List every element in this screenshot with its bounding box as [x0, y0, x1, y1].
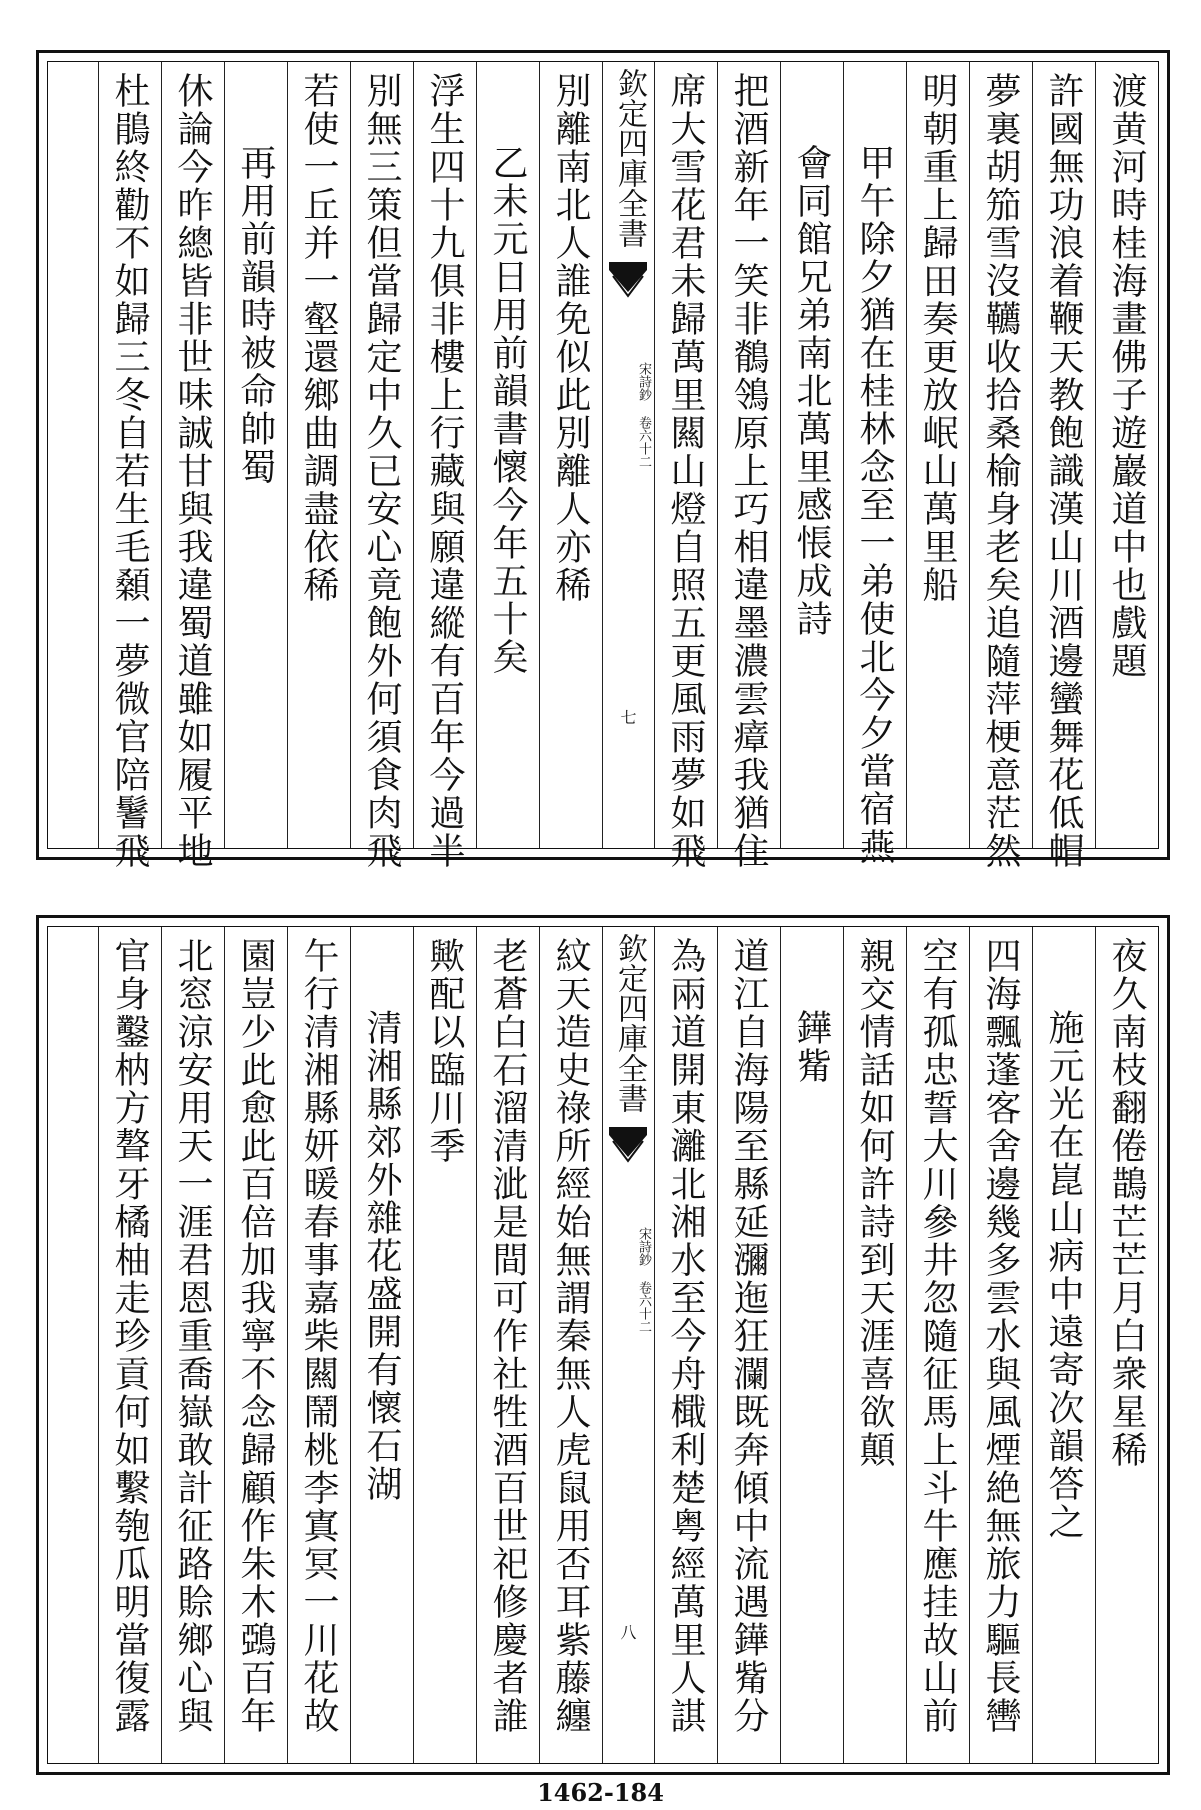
text-column [413, 62, 476, 870]
top-page-columns [48, 62, 1158, 870]
text-column [98, 62, 161, 870]
text-column [287, 927, 350, 1763]
text-column [969, 927, 1032, 1763]
column-text: 若使一丘并一壑還鄉曲調盡依稀 [298, 72, 339, 604]
text-column [906, 62, 969, 848]
column-text: 清湘縣郊外雜花盛開有懷石湖 [361, 1009, 402, 1503]
column-text: 休論今昨總皆非世味誠甘與我違蜀道雖如履平地 [172, 72, 213, 870]
column-text: 歟配以臨川季 [424, 937, 465, 1165]
column-text: 紋天造史祿所經始無謂秦無人虎鼠用否耳紫藤纏 [550, 937, 591, 1735]
text-column [780, 62, 843, 848]
folio-number: 七 [620, 708, 637, 727]
text-column [539, 62, 602, 848]
column-text: 會同館兄弟南北萬里感悵成詩 [791, 144, 832, 638]
column-text: 親交情話如何許詩到天涯喜欲顛 [854, 937, 895, 1469]
column-text: 鏵觜 [791, 1009, 832, 1085]
column-text: 許國無功浪着鞭天教飽識漢山川酒邊蠻舞花低帽 [1043, 72, 1084, 870]
text-column [98, 927, 161, 1763]
folio-number: 八 [620, 1623, 637, 1642]
column-text: 夜久南枝翻倦鵲芒芒月白衆星稀 [1106, 937, 1147, 1469]
text-column [224, 62, 287, 848]
text-column [906, 927, 969, 1763]
text-column [350, 62, 413, 870]
fishtail-mark-icon [609, 1127, 647, 1163]
text-column [476, 62, 539, 848]
text-column [287, 62, 350, 848]
text-column [843, 927, 906, 1763]
volume-label: 宋詩鈔 卷六十二 [636, 362, 651, 468]
text-column [654, 62, 717, 870]
text-column [654, 927, 717, 1763]
text-column [1095, 927, 1158, 1763]
center-gutter [602, 62, 654, 848]
text-column [717, 62, 780, 870]
column-text: 四海飄蓬客舍邊幾多雲水與風煙絶無旅力驅長轡 [980, 937, 1021, 1735]
text-column [539, 927, 602, 1763]
column-text: 明朝重上歸田奏更放岷山萬里船 [917, 72, 958, 604]
text-column [1032, 927, 1095, 1763]
column-text: 席大雪花君未歸萬里闗山燈自照五更風雨夢如飛 [665, 72, 706, 870]
text-column [1032, 62, 1095, 870]
page-number-footer: 1462-184 [537, 1778, 664, 1807]
column-text: 甲午除夕猶在桂林念至一弟使北今夕當宿燕 [854, 144, 895, 866]
column-text: 再用前韻時被命帥蜀 [235, 144, 276, 486]
text-column [413, 927, 476, 1763]
text-column [843, 62, 906, 866]
column-text: 別離南北人誰免似此別離人亦稀 [550, 72, 591, 604]
text-column [350, 927, 413, 1763]
column-text: 浮生四十九俱非樓上行藏與願違縱有百年今過半 [424, 72, 465, 870]
text-column [161, 927, 224, 1763]
center-gutter [602, 927, 654, 1763]
text-column [1095, 62, 1158, 848]
column-text: 老蒼白石溜清泚是間可作社牲酒百世祀修慶者誰 [487, 937, 528, 1735]
book-title: 欽定四庫全書 [612, 68, 647, 248]
volume-label: 宋詩鈔 卷六十二 [636, 1227, 651, 1333]
column-text: 午行清湘縣妍暖春事嘉柴闗鬧桃李寘冥一川花故 [298, 937, 339, 1735]
column-text: 渡黄河時桂海畫佛子遊巖道中也戲題 [1106, 72, 1147, 680]
column-text: 官身鑿枘方聱牙橘柚走珍貢何如繫匏瓜明當復露 [109, 937, 150, 1735]
text-column [161, 62, 224, 870]
column-text: 為兩道開東灕北湘水至今舟檝利楚粤經萬里人諆 [665, 937, 706, 1735]
column-text: 別無三策但當歸定中久已安心竟飽外何須食肉飛 [361, 72, 402, 870]
text-column [476, 927, 539, 1763]
book-title: 欽定四庫全書 [612, 933, 647, 1113]
text-column [969, 62, 1032, 870]
top-page-frame [47, 61, 1159, 870]
column-text: 道江自海陽至縣延瀰迤狂瀾既奔傾中流遇鏵觜分 [728, 937, 769, 1735]
bottom-page [36, 915, 1170, 1775]
column-text: 夢裏胡笳雪沒韉收拾桑榆身老矣追隨萍梗意茫然 [980, 72, 1021, 870]
text-column [780, 927, 843, 1763]
top-page [36, 50, 1170, 870]
text-column [717, 927, 780, 1763]
column-text: 施元光在崑山病中遠寄次韻答之 [1043, 1009, 1084, 1541]
column-text: 杜鵑終勸不如歸三冬自若生毛顙一夢微官陪鬐飛 [109, 72, 150, 870]
text-column [224, 927, 287, 1763]
column-text: 把酒新年一笑非鶺鴒原上巧相違墨濃雲瘴我猶住 [728, 72, 769, 870]
bottom-page-columns [48, 927, 1158, 1763]
column-text: 乙未元日用前韻書懷今年五十矣 [487, 144, 528, 676]
column-text: 北窓涼安用天一涯君恩重喬嶽敢計征路賒鄉心與 [172, 937, 213, 1735]
bottom-page-frame [47, 926, 1159, 1764]
column-text: 空有孤忠誓大川參井忽隨征馬上斗牛應挂故山前 [917, 937, 958, 1735]
fishtail-mark-icon [609, 262, 647, 298]
column-text: 園豈少此愈此百倍加我寧不念歸顧作朱木鵶百年 [235, 937, 276, 1735]
